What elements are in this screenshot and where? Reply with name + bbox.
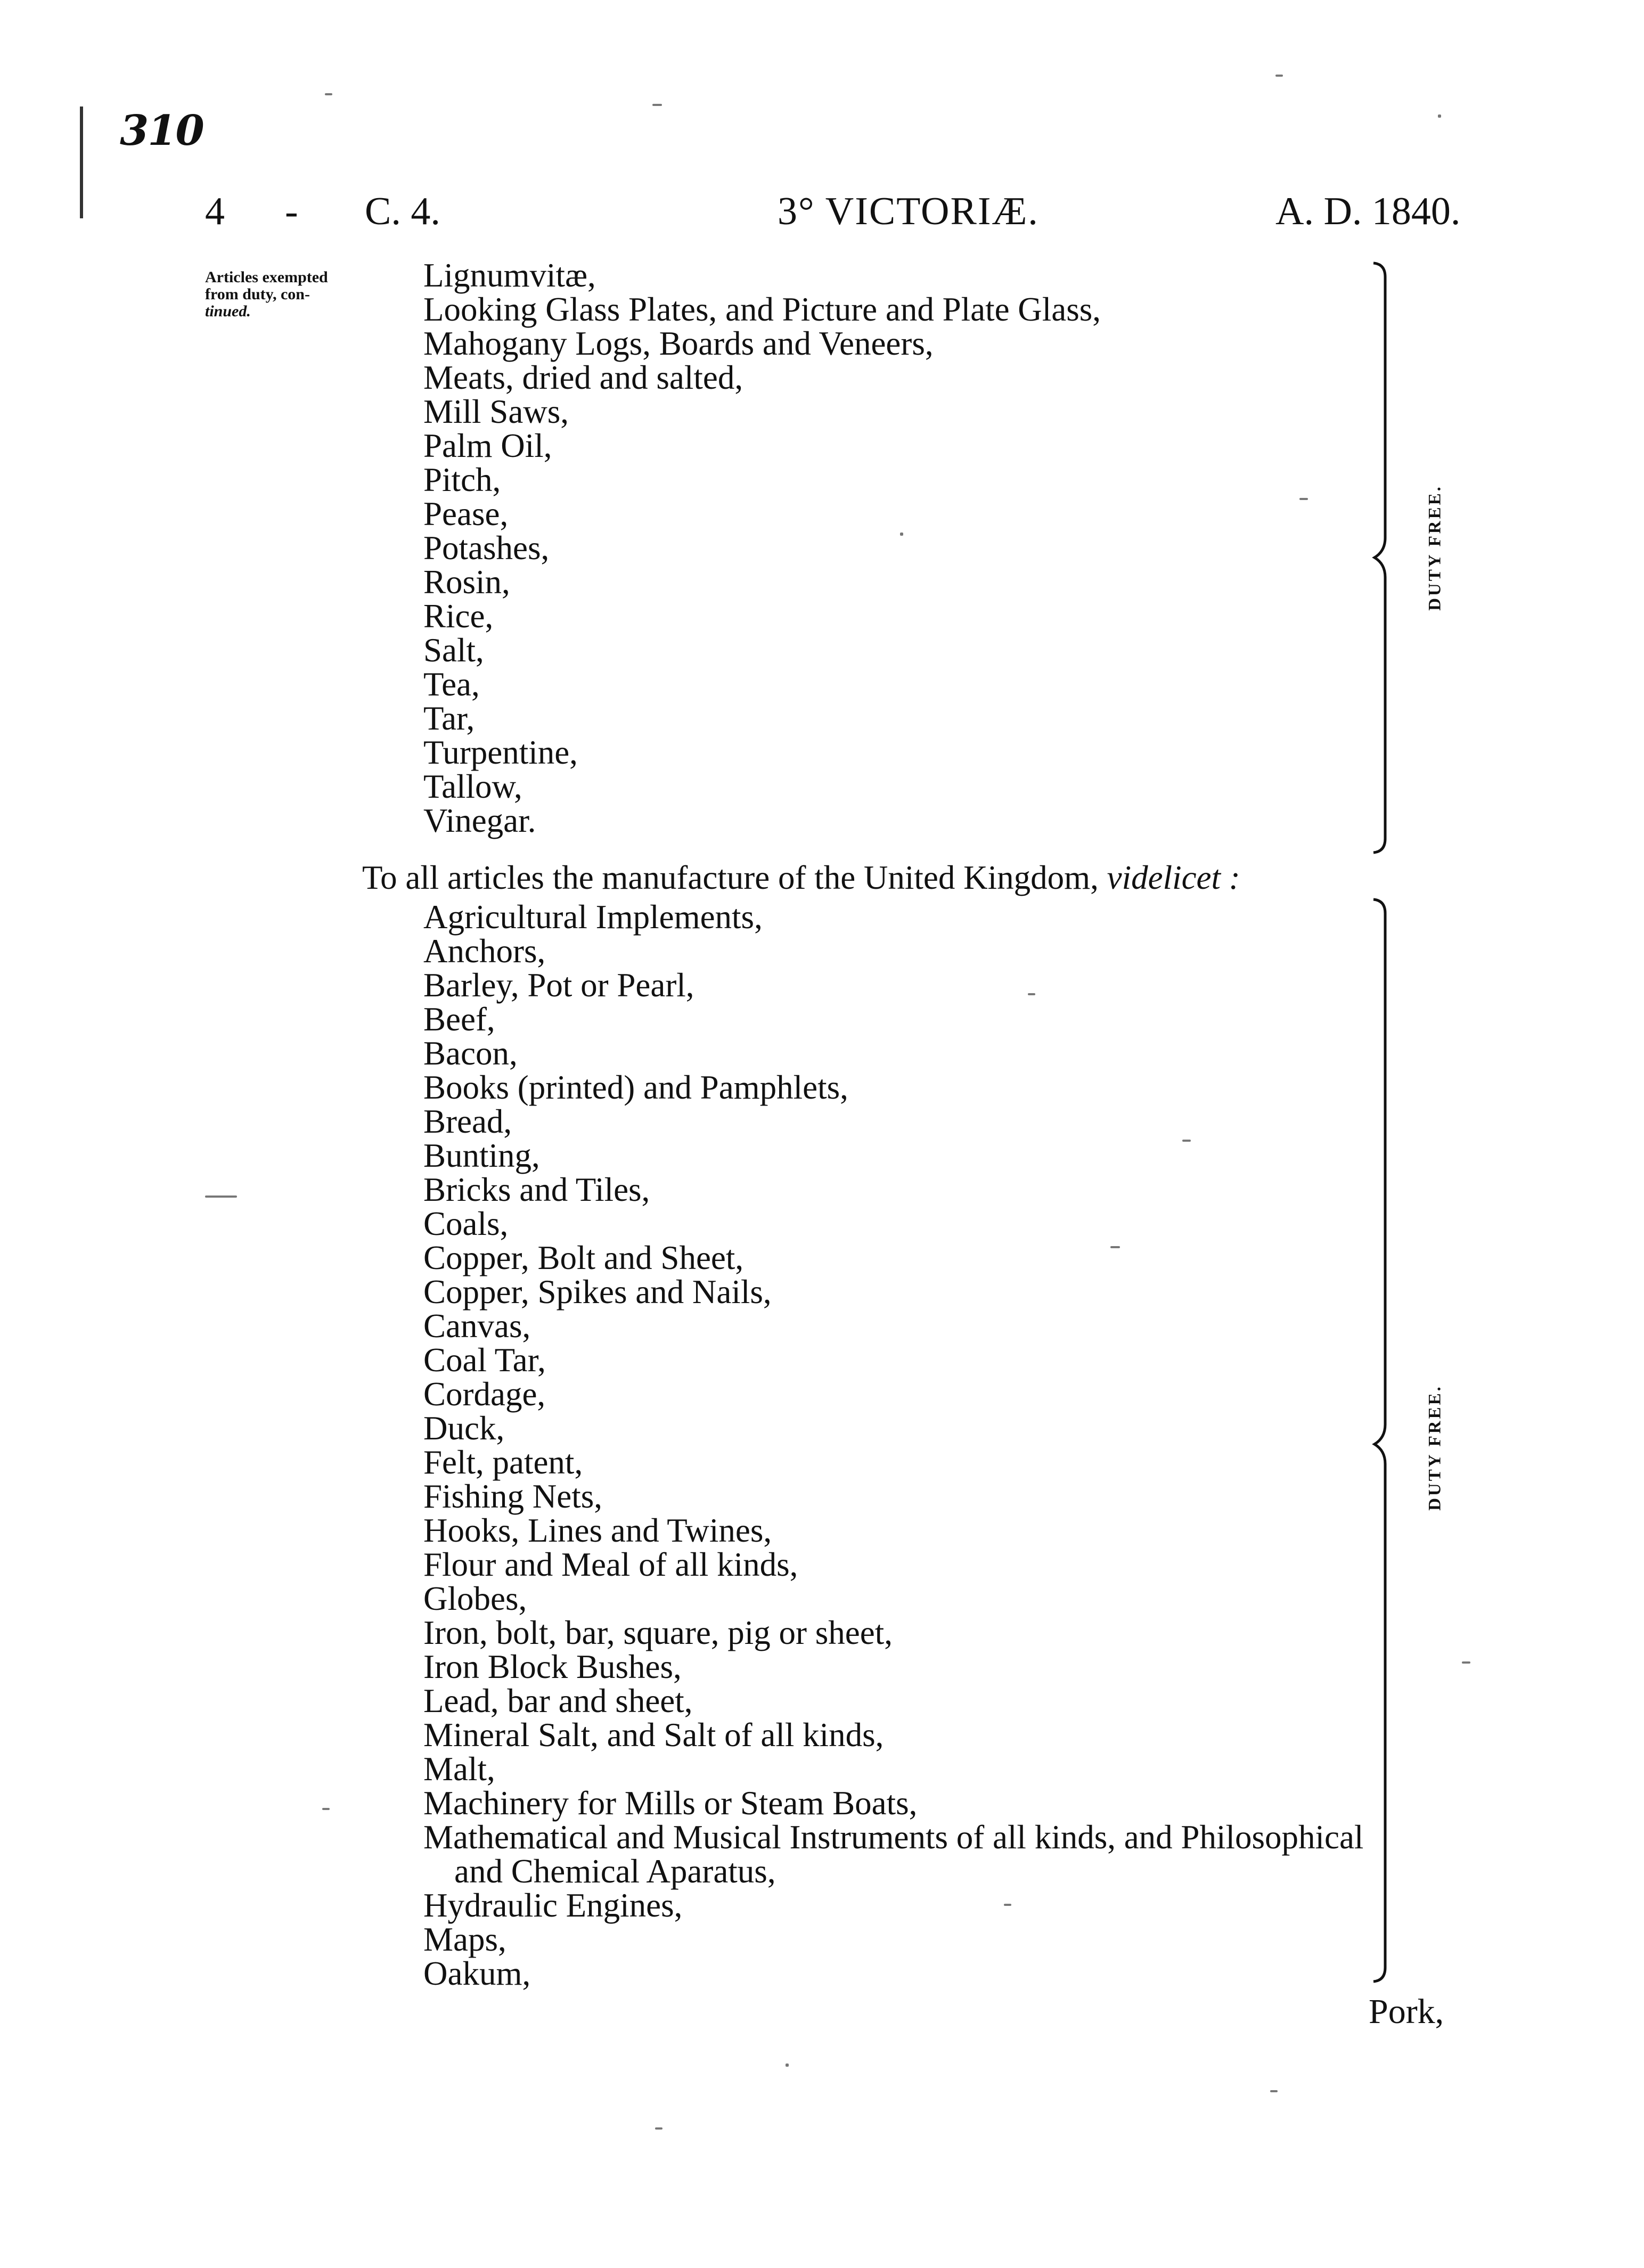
list-item: Potashes, [423, 529, 550, 567]
list-item: Iron Block Bushes, [423, 1648, 682, 1685]
list-item: Globes, [423, 1580, 527, 1617]
list-item: Flour and Meal of all kinds, [423, 1546, 798, 1583]
list-item-continuation: and Chemical Aparatus, [454, 1853, 776, 1890]
list-item: Salt, [423, 632, 484, 669]
list-item: Copper, Spikes and Nails, [423, 1273, 772, 1311]
list-item: Bricks and Tiles, [423, 1171, 650, 1208]
list-item: Barley, Pot or Pearl, [423, 967, 694, 1004]
list-item: Machinery for Mills or Steam Boats, [423, 1784, 918, 1822]
list-item: Cordage, [423, 1375, 546, 1413]
page-number: 4 [205, 190, 225, 233]
brace-2 [1371, 897, 1393, 1984]
list-item: Bunting, [423, 1137, 540, 1174]
list-item: Tar, [423, 700, 475, 737]
duty-free-label-2: DUTY FREE. [1425, 1385, 1445, 1511]
list-item: Rice, [423, 597, 494, 635]
list-item: Palm Oil, [423, 427, 552, 464]
list-item: Vinegar. [423, 802, 536, 839]
list-item: Lead, bar and sheet, [423, 1682, 693, 1720]
intro-italic: videlicet : [1107, 859, 1240, 896]
list-item: Anchors, [423, 932, 546, 970]
list-item: Iron, bolt, bar, square, pig or sheet, [423, 1614, 893, 1651]
list-item: Pitch, [423, 461, 501, 498]
list-item: Coal Tar, [423, 1341, 546, 1379]
list-item: Tea, [423, 666, 480, 703]
margin-note [205, 269, 365, 320]
chapter-number: C. 4. [365, 190, 440, 233]
margin-note-line: Articles exempted [205, 268, 328, 286]
list-item: Bacon, [423, 1035, 518, 1072]
list-item: Oakum, [423, 1955, 531, 1992]
header-separator: - [285, 190, 298, 233]
intro-text: To all articles the manufacture of the United Kingdom, [362, 859, 1099, 896]
list-item: Meats, dried and salted, [423, 359, 743, 396]
list-item: Mineral Salt, and Salt of all kinds, [423, 1716, 884, 1754]
list-item: Pease, [423, 495, 509, 533]
section-intro [362, 858, 1240, 897]
page-stamp: 310 [120, 107, 203, 155]
list-item: Bread, [423, 1103, 512, 1140]
list-item: Fishing Nets, [423, 1478, 603, 1515]
margin-note-line: tinued. [205, 302, 251, 320]
list-item: Beef, [423, 1001, 495, 1038]
list-item: Agricultural Implements, [423, 898, 763, 936]
list-item: Canvas, [423, 1307, 531, 1345]
list-item: Mathematical and Musical Instruments of all kinds, and Philosophical [423, 1819, 1364, 1856]
list-item: Hydraulic Engines, [423, 1887, 683, 1924]
list-item: Coals, [423, 1205, 509, 1242]
list-item: Mill Saws, [423, 393, 569, 430]
duty-free-list-2 [423, 900, 1363, 1991]
list-item: Looking Glass Plates, and Picture and Plate Glass, [423, 291, 1101, 328]
duty-free-label-1: DUTY FREE. [1425, 485, 1445, 611]
running-title: 3° VICTORIÆ. [778, 190, 1039, 233]
list-item: Maps, [423, 1921, 506, 1958]
list-item: Rosin, [423, 563, 510, 601]
list-item: Mahogany Logs, Boards and Veneers, [423, 325, 934, 362]
list-item: Malt, [423, 1750, 495, 1788]
list-item: Hooks, Lines and Twines, [423, 1512, 772, 1549]
header-date: A. D. 1840. [1275, 190, 1461, 233]
list-item: Turpentine, [423, 734, 578, 771]
list-item: Copper, Bolt and Sheet, [423, 1239, 744, 1276]
catchword: Pork, [1369, 1992, 1444, 2031]
list-item: Felt, patent, [423, 1444, 583, 1481]
list-item: Lignumvitæ, [423, 257, 596, 294]
list-item: Books (printed) and Pamphlets, [423, 1069, 848, 1106]
list-item: Duck, [423, 1410, 505, 1447]
duty-free-list-1 [423, 258, 1101, 838]
brace-1 [1371, 261, 1393, 855]
folio-mark [80, 107, 83, 218]
list-item: Tallow, [423, 768, 522, 805]
margin-note-line: from duty, con- [205, 285, 310, 303]
